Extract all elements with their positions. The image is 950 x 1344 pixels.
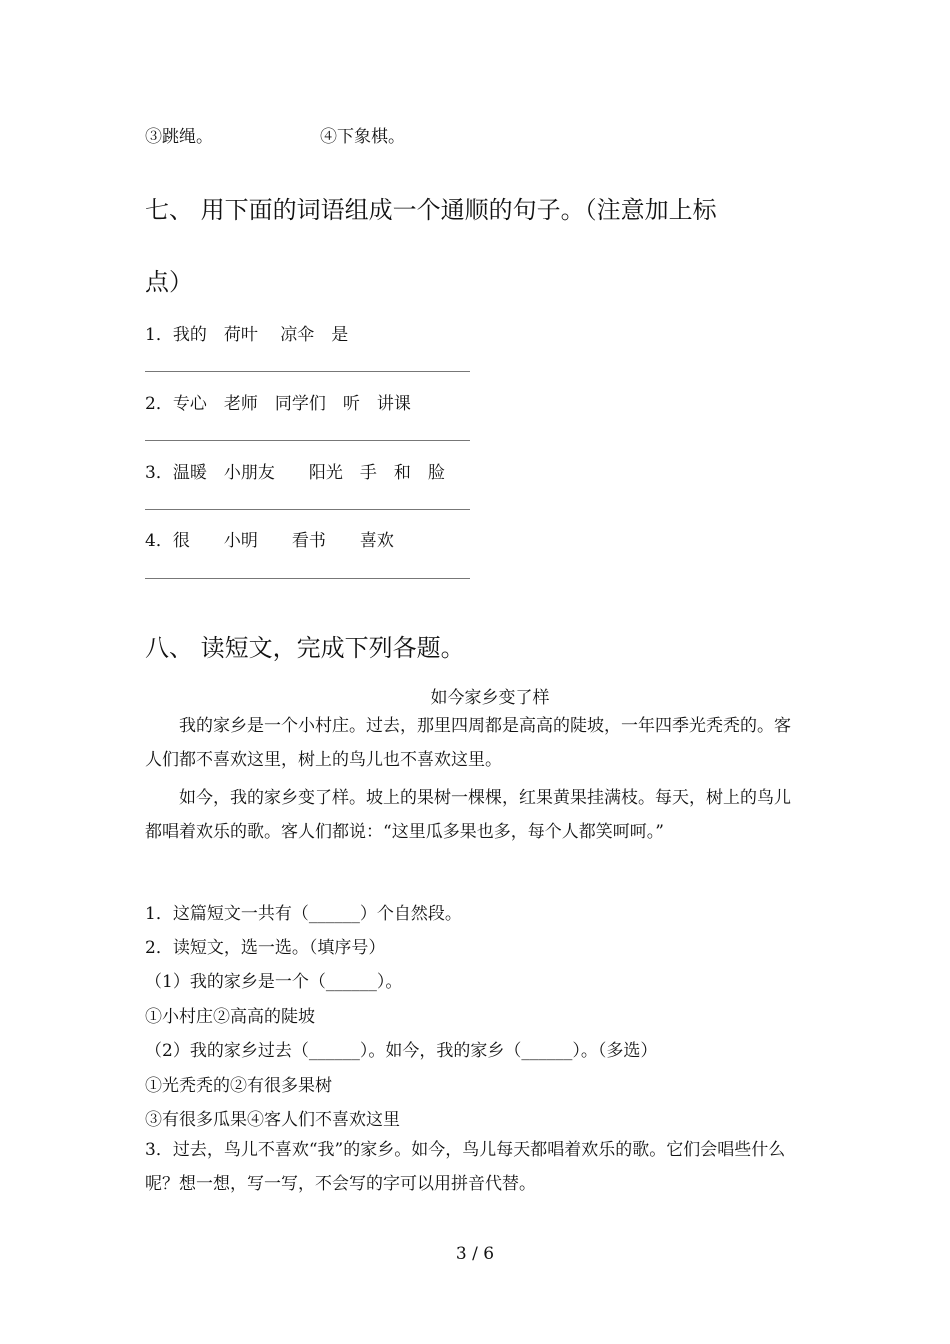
section-8-heading: 八、 读短文，完成下列各题。 (145, 634, 465, 662)
section-7-heading-cont: 点） (145, 268, 193, 296)
sentence-item-3: 3．温暖 小朋友 阳光 手 和 脸 (145, 463, 445, 483)
question-2-1-options: ①小村庄②高高的陡坡 (145, 1007, 315, 1027)
sentence-item-2: 2．专心 老师 同学们 听 讲课 (145, 394, 411, 414)
section-7-heading: 七、 用下面的词语组成一个通顺的句子。（注意加上标 (145, 196, 717, 224)
sentence-item-4: 4．很 小明 看书 喜欢 (145, 531, 394, 551)
passage-paragraph-1: 我的家乡是一个小村庄。过去，那里四周都是高高的陡坡，一年四季光秃秃的。客人们都不喜欢这里，树上的鸟儿也不喜欢这里。 (145, 716, 791, 770)
page-number: 3 / 6 (455, 1244, 495, 1264)
passage-paragraph-2: 如今，我的家乡变了样。坡上的果树一棵棵，红果黄果挂满枝。每天，树上的鸟儿都唱着欢乐的歌。客人们都说：“这里瓜多果也多，每个人都笑呵呵。” (145, 788, 791, 842)
question-3: 3．过去，鸟儿不喜欢“我”的家乡。如今，鸟儿每天都唱着欢乐的歌。它们会唱些什么呢？想一想，写一写，不会写的字可以用拼音代替。 (145, 1140, 786, 1194)
question-2-2: （2）我的家乡过去（______）。如今，我的家乡（______）。（多选） (145, 1041, 658, 1061)
question-2: 2．读短文，选一选。（填序号） (145, 938, 386, 958)
answer-line-2[interactable] (145, 440, 470, 441)
option-item-4: ④下象棋。 (320, 127, 405, 147)
passage-title: 如今家乡变了样 (430, 688, 550, 708)
question-2-1: （1）我的家乡是一个（______）。 (145, 972, 403, 992)
answer-line-4[interactable] (145, 578, 470, 579)
question-1: 1．这篇短文一共有（______）个自然段。 (145, 904, 462, 924)
question-2-2-options-b: ③有很多瓜果④客人们不喜欢这里 (145, 1110, 400, 1130)
option-item-3: ③跳绳。 (145, 127, 213, 147)
question-2-2-options-a: ①光秃秃的②有很多果树 (145, 1076, 332, 1096)
sentence-item-1: 1．我的 荷叶 凉伞 是 (145, 325, 349, 345)
answer-line-3[interactable] (145, 509, 470, 510)
answer-line-1[interactable] (145, 371, 470, 372)
